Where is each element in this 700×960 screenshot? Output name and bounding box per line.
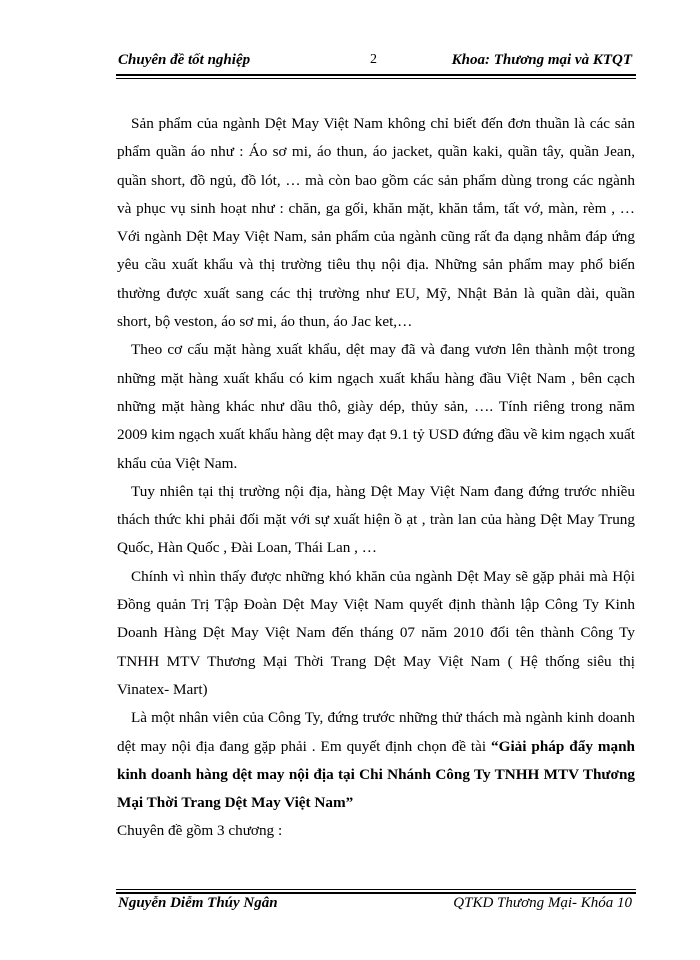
paragraph-export-structure: Theo cơ cấu mặt hàng xuất khẩu, dệt may đã và đang vươn lên thành một trong những mặt hàng xuất khẩu có kim ngạch xuất khẩu hàng đầu Việt Nam , bên cạch những mặt hàng khác như dầu thô, giày dép, thủy sản, …. Tính riêng trong năm 2009 kim ngạch xuất khẩu hàng dệt may đạt 9.1 tỷ USD đứng đầu về kim ngạch xuất khẩu của Việt Nam. xyxy=(117,341,635,472)
topic-intro: Là một nhân viên của Công Ty, đứng trước những thử thách mà ngành kinh doanh dệt may nội địa đang gặp phải . Em quyết định chọn đề tài xyxy=(117,709,635,755)
paragraph-topic xyxy=(117,704,635,817)
footer-author: Nguyễn Diễm Thúy Ngân xyxy=(118,895,278,911)
page-footer xyxy=(116,894,636,916)
header-faculty-label: Khoa: Thương mại và KTQT xyxy=(451,52,632,68)
paragraph-domestic-market: Tuy nhiên tại thị trường nội địa, hàng Dệt May Việt Nam đang đứng trước nhiều thách thức khi phải đối mặt với sự xuất hiện ồ ạt , tràn lan của hàng Dệt May Trung Quốc, Hàn Quốc , Đài Loan, Thái Lan , … xyxy=(117,482,635,557)
document-body xyxy=(117,110,635,846)
paragraph-company-history: Chính vì nhìn thấy được những khó khăn của ngành Dệt May sẽ gặp phải mà Hội Đồng quản Trị Tập Đoàn Dệt May Việt Nam quyết định thành lập Công Ty Kinh Doanh Hàng Dệt May Việt Nam đến tháng 07 năm 2010 đổi tên thành Công Ty TNHH MTV Thương Mại Thời Trang Dệt May Việt Nam ( Hệ thống siêu thị Vinatex- Mart) xyxy=(117,567,635,698)
topic-title: “Giải pháp đẩy mạnh kinh doanh hàng dệt may nội địa tại Chi Nhánh Công Ty TNHH MTV Thương Mại Thời Trang Dệt May Việt Nam” xyxy=(117,737,635,812)
page-number: 2 xyxy=(370,52,377,67)
chapters-line: Chuyên đề gồm 3 chương : xyxy=(117,822,283,840)
paragraph-products: Sản phẩm của ngành Dệt May Việt Nam không chỉ biết đến đơn thuần là các sản phẩm quần áo như : Áo sơ mi, áo thun, áo jacket, quần kaki, quần tây, quần Jean, quần short, đồ ngủ, đồ lót, … mà còn bao gồm các sản phẩm dùng trong các ngành và phục vụ sinh hoạt như : chăn, ga gối, khăn mặt, khăn tắm, tất vớ, màn, rèm , … Với ngành Dệt May Việt Nam, sản phẩm của ngành cũng rất đa dạng nhằm đáp ứng yêu cầu xuất khẩu và thị trường tiêu thụ nội địa. Những sản phẩm may phổ biến thường được xuất sang các thị trường như EU, Mỹ, Nhật Bản là quần dài, quần short, bộ veston, áo sơ mi, áo thun, áo Jac ket,… xyxy=(117,115,635,331)
page-header xyxy=(116,50,636,74)
header-rule xyxy=(116,74,636,79)
header-thesis-label: Chuyên đề tốt nghiệp xyxy=(118,52,251,68)
footer-course: QTKD Thương Mại- Khóa 10 xyxy=(453,895,632,911)
